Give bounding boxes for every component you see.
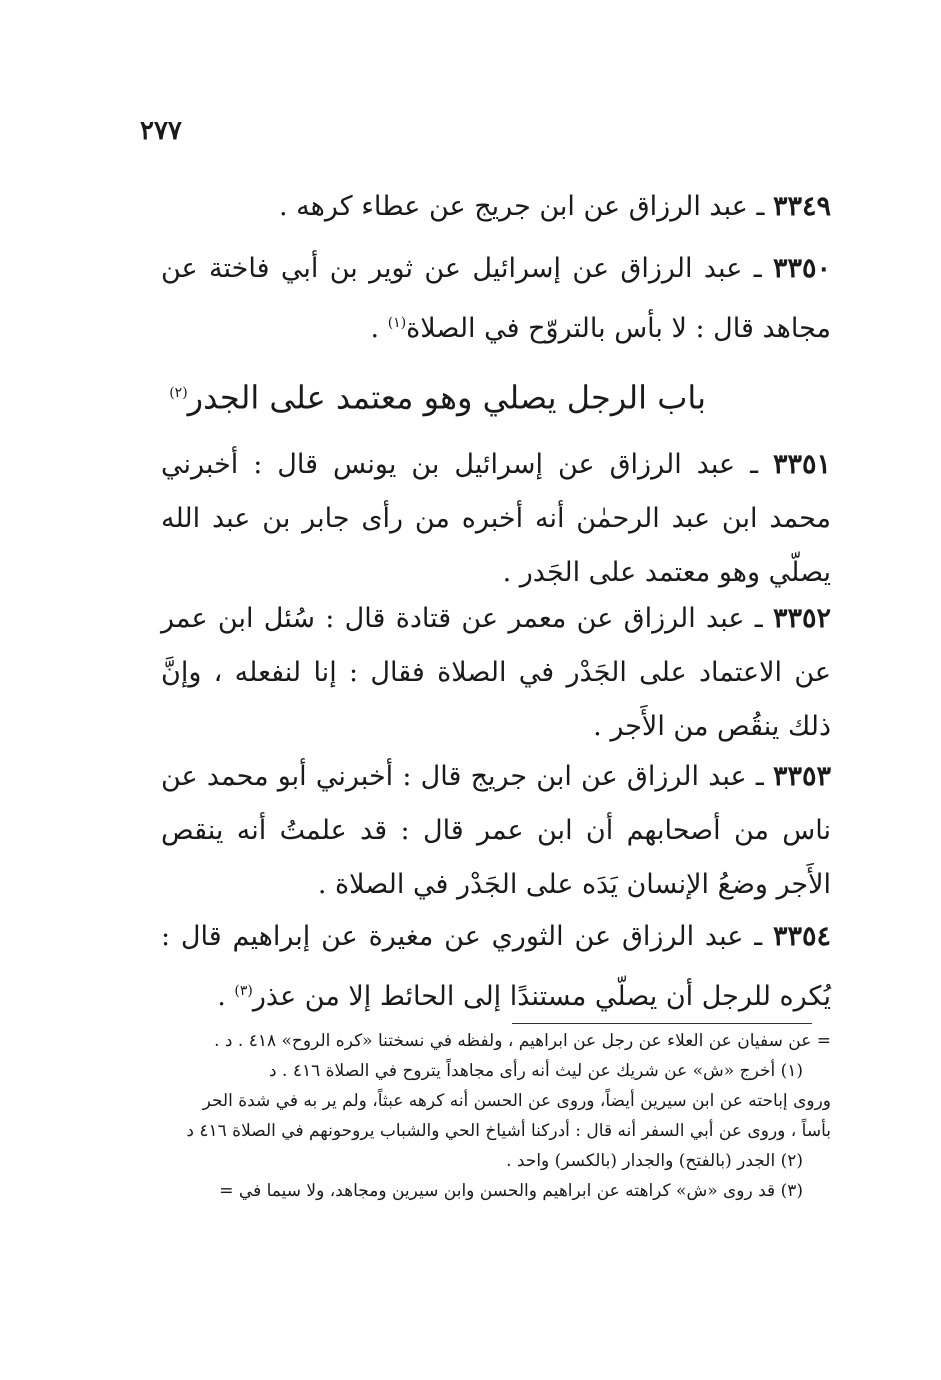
footnote-continuation: = عن سفيان عن العلاء عن رجل عن ابراهيم ، ولفظه في نسختنا «كره الروح» ٤١٨ . د . bbox=[214, 1031, 831, 1051]
hadith-number: ٣٣٥٢ bbox=[772, 603, 831, 634]
hadith-3353 bbox=[161, 750, 831, 912]
footnote-marker: (٢) bbox=[169, 385, 188, 401]
hadith-number: ٣٣٥٤ bbox=[772, 921, 831, 952]
chapter-title-text: باب الرجل يصلي وهو معتمد على الجدر bbox=[187, 378, 706, 417]
hadith-3354 bbox=[161, 910, 831, 1024]
hadith-text: عبد الرزاق عن إسرائيل عن ثوير بن أبي فاختة عن مجاهد قال : لا بأس بالتروّح في الصلاة bbox=[161, 253, 831, 344]
hadith-text: عبد الرزاق عن إسرائيل بن يونس قال : أخبرني محمد ابن عبد الرحمٰن أنه أخبره من رأى جابر بن عبد الله يصلّي وهو معتمد على الجَدر . bbox=[161, 449, 831, 588]
dash-separator: ـ bbox=[756, 191, 765, 222]
hadith-number: ٣٣٥١ bbox=[772, 449, 831, 480]
hadith-3350 bbox=[161, 242, 831, 356]
dash-separator: ـ bbox=[754, 921, 763, 952]
hadith-text: عبد الرزاق عن ابن جريج قال : أخبرني أبو محمد عن ناس من أصحابهم أن ابن عمر قال : قد علمتُ أنه ينقص الأَجر وضعُ الإنسان يَدَه على الجَدْر في الصلاة . bbox=[161, 761, 831, 900]
dash-separator: ـ bbox=[753, 253, 762, 284]
page-number: ٢٧٧ bbox=[140, 116, 182, 146]
footnote-2: (٢) الجدر (بالفتح) والجدار (بالكسر) واحد . bbox=[506, 1151, 803, 1171]
footnote-marker: (١) bbox=[387, 315, 407, 331]
hadith-3352 bbox=[161, 592, 831, 754]
dash-separator: ـ bbox=[755, 761, 764, 792]
footnote-1-line-3: بأساً ، وروى عن أبي السفر أنه قال : أدركنا أشياخ الحي والشباب يروحونهم في الصلاة ٤١٦ د bbox=[186, 1121, 831, 1141]
dash-separator: ـ bbox=[750, 449, 759, 480]
footnote-1: (١) أخرج «ش» عن شريك عن ليث أنه رأى مجاهداً يتروح في الصلاة ٤١٦ . د bbox=[269, 1061, 803, 1081]
hadith-text: عبد الرزاق عن ابن جريج عن عطاء كرهه . bbox=[279, 191, 748, 222]
footnote-divider bbox=[512, 1023, 812, 1024]
hadith-3349 bbox=[161, 180, 831, 234]
hadith-number: ٣٣٥٣ bbox=[772, 761, 831, 792]
footnote-marker: (٣) bbox=[234, 983, 253, 999]
hadith-number: ٣٣٥٠ bbox=[773, 253, 832, 284]
footnote-1-line-2: وروى إباحته عن ابن سيرين أيضاً، وروى عن الحسن أنه كرهه عبثاً، ولم ير به في شدة الحر bbox=[202, 1091, 831, 1111]
footnotes bbox=[151, 1026, 831, 1206]
footnote-3: (٣) قد روى «ش» كراهته عن ابراهيم والحسن وابن سيرين ومجاهد، ولا سيما في = bbox=[219, 1181, 803, 1201]
hadith-text: عبد الرزاق عن معمر عن قتادة قال : سُئل ابن عمر عن الاعتماد على الجَدْر في الصلاة فقال : إنا لنفعله ، وإنَّ ذلك ينقُص من الأَجر . bbox=[161, 603, 831, 742]
hadith-text: عبد الرزاق عن الثوري عن مغيرة عن إبراهيم قال : يُكره للرجل أن يصلّي مستندًا إلى الحائط إلا من عذر bbox=[161, 921, 831, 1012]
hadith-tail: . bbox=[370, 313, 388, 344]
hadith-3351 bbox=[161, 438, 831, 600]
hadith-tail: . bbox=[217, 981, 235, 1012]
chapter-title bbox=[169, 368, 706, 423]
hadith-number: ٣٣٤٩ bbox=[772, 191, 831, 222]
dash-separator: ـ bbox=[754, 603, 763, 634]
